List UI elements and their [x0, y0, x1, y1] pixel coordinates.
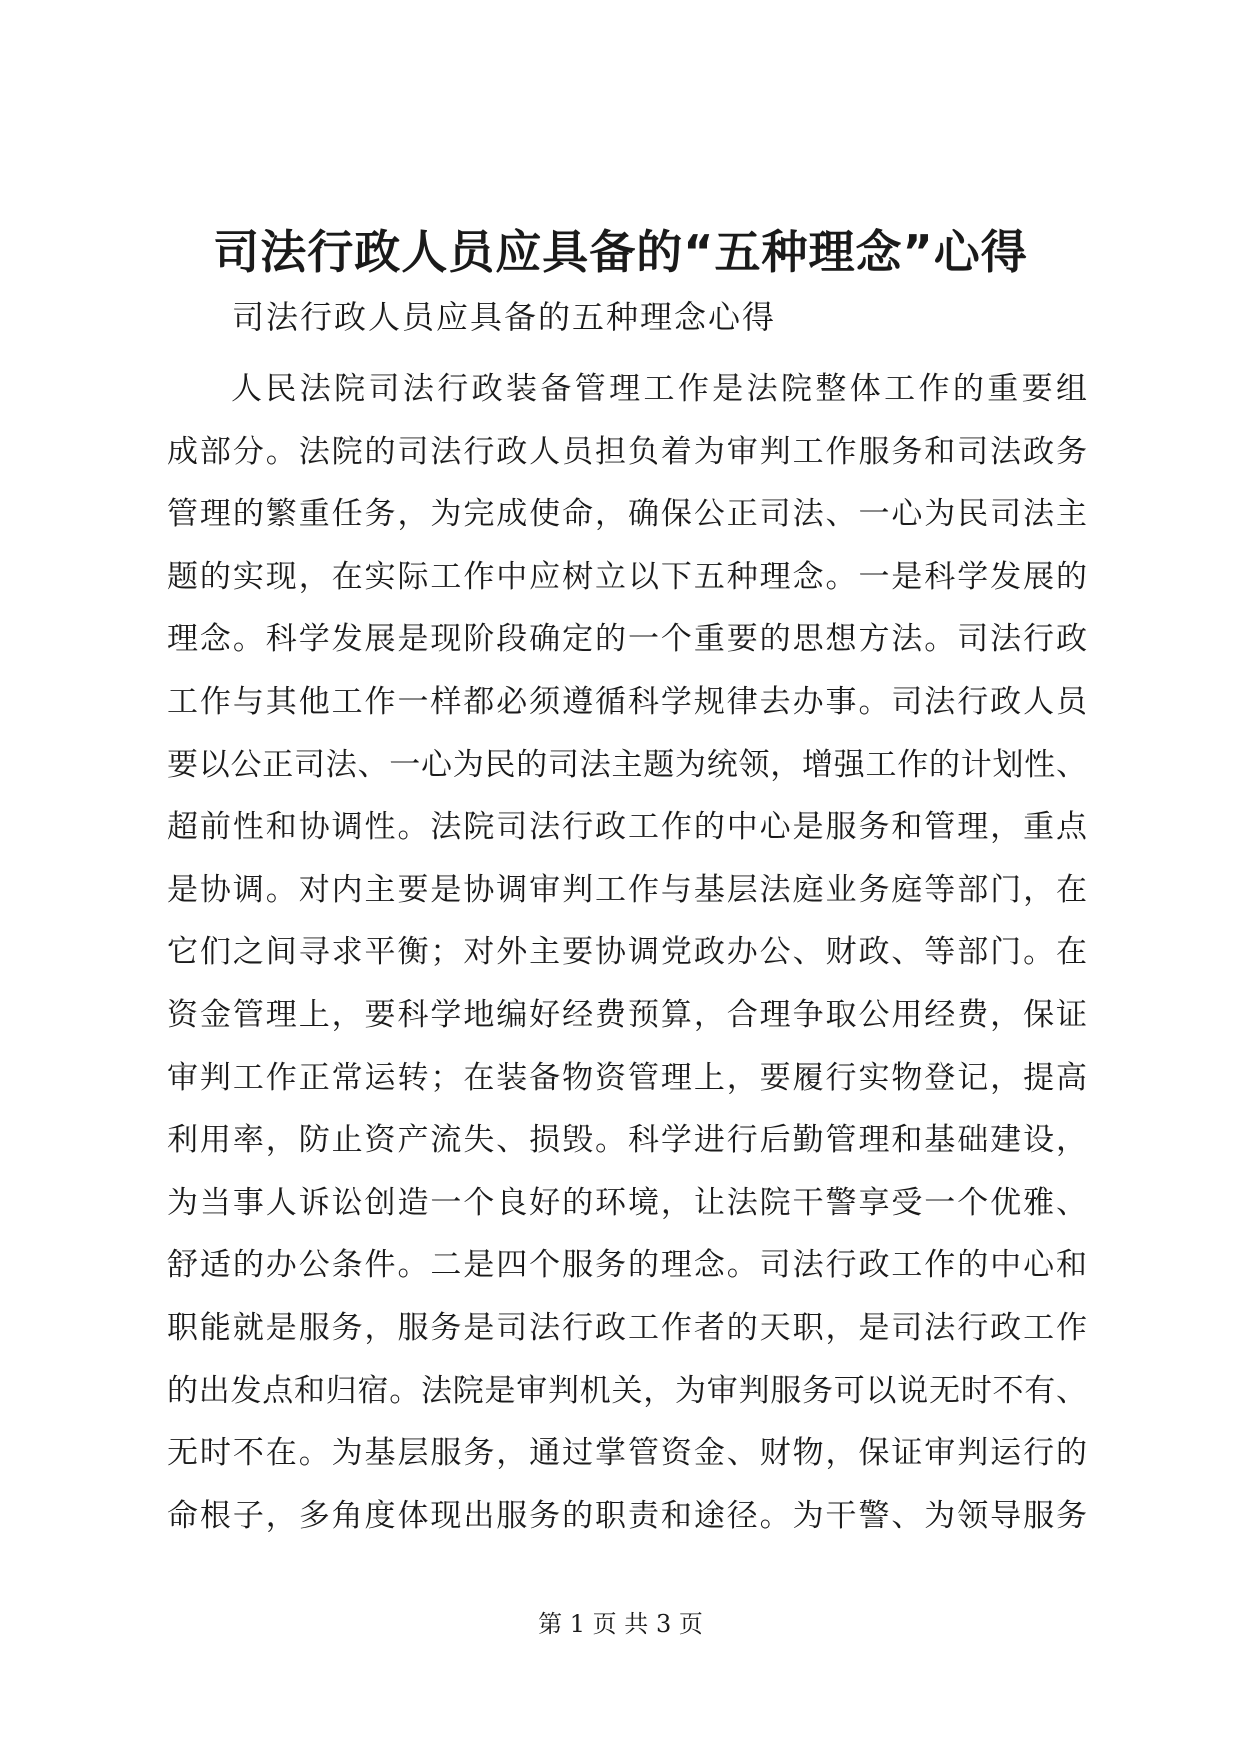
document-title: 司法行政人员应具备的“五种理念”心得 — [213, 225, 1028, 279]
text-line: 职能就是服务，服务是司法行政工作者的天职，是司法行政工作 — [167, 1309, 1087, 1346]
text-line: 是协调。对内主要是协调审判工作与基层法庭业务庭等部门，在 — [167, 871, 1087, 908]
text-line: 它们之间寻求平衡；对外主要协调党政办公、财政、等部门。在 — [167, 934, 1087, 971]
page-footer: 第 1 页 共 3 页 — [538, 1610, 703, 1638]
text-line: 超前性和协调性。法院司法行政工作的中心是服务和管理，重点 — [167, 809, 1087, 846]
text-line: 资金管理上，要科学地编好经费预算，合理争取公用经费，保证 — [167, 996, 1087, 1033]
text-line: 成部分。法院的司法行政人员担负着为审判工作服务和司法政务 — [167, 433, 1087, 470]
text-line: 管理的繁重任务，为完成使命，确保公正司法、一心为民司法主 — [167, 496, 1087, 533]
text-line: 审判工作正常运转；在装备物资管理上，要履行实物登记，提高 — [167, 1059, 1087, 1096]
text-line: 命根子，多角度体现出服务的职责和途径。为干警、为领导服务 — [167, 1497, 1087, 1534]
body-paragraph — [167, 358, 1087, 1547]
text-line: 的出发点和归宿。法院是审判机关，为审判服务可以说无时不有、 — [167, 1372, 1087, 1409]
text-line: 要以公正司法、一心为民的司法主题为统领，增强工作的计划性、 — [167, 746, 1087, 783]
text-line: 工作与其他工作一样都必须遵循科学规律去办事。司法行政人员 — [167, 683, 1087, 720]
document-subtitle: 司法行政人员应具备的五种理念心得 — [232, 298, 777, 336]
text-line: 题的实现，在实际工作中应树立以下五种理念。一是科学发展的 — [167, 558, 1087, 595]
text-line: 理念。科学发展是现阶段确定的一个重要的思想方法。司法行政 — [167, 621, 1087, 658]
text-line: 无时不在。为基层服务，通过掌管资金、财物，保证审判运行的 — [167, 1435, 1087, 1472]
text-line: 为当事人诉讼创造一个良好的环境，让法院干警享受一个优雅、 — [167, 1184, 1087, 1221]
text-line: 利用率，防止资产流失、损毁。科学进行后勤管理和基础建设， — [167, 1122, 1087, 1159]
text-line: 人民法院司法行政装备管理工作是法院整体工作的重要组 — [231, 371, 1087, 407]
text-line: 舒适的办公条件。二是四个服务的理念。司法行政工作的中心和 — [167, 1247, 1087, 1284]
